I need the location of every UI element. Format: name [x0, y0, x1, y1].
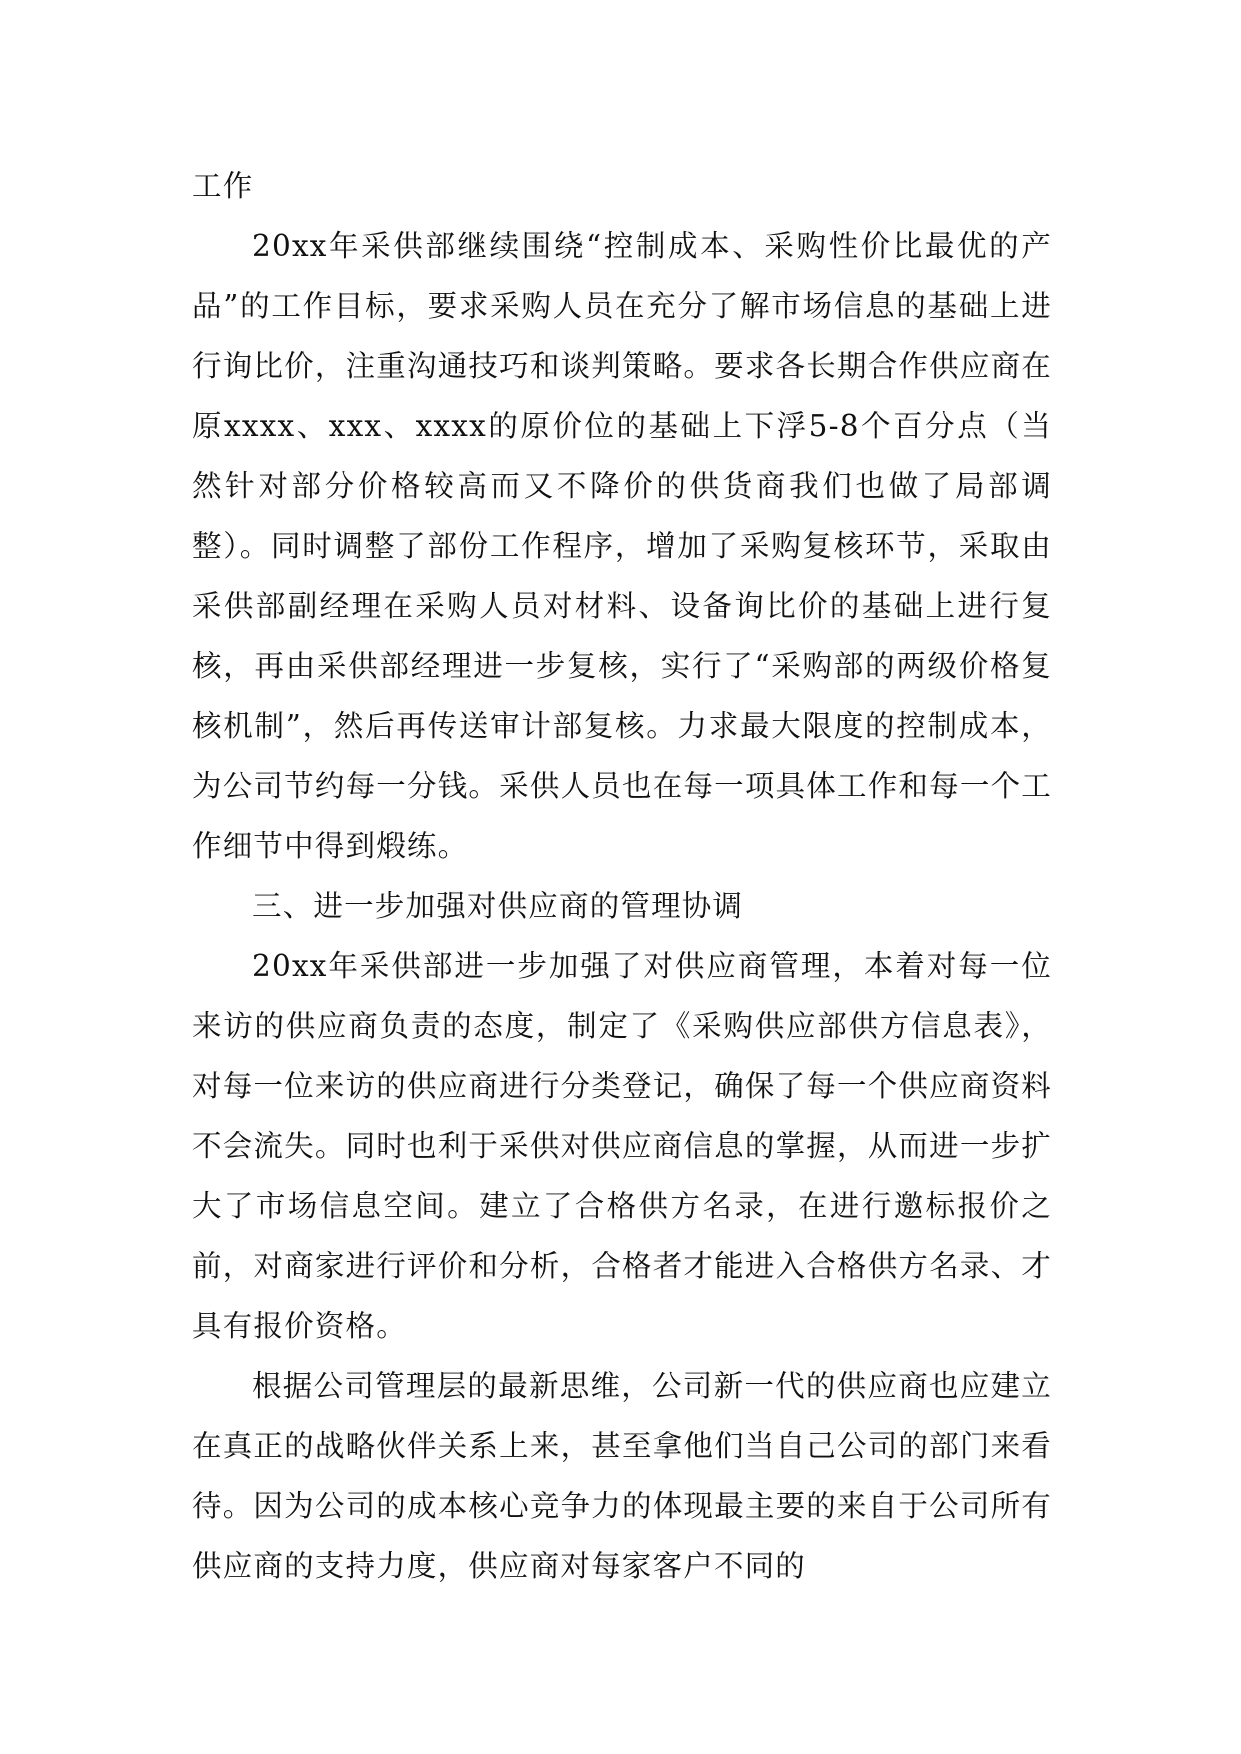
section-heading-supplier-management: 三、进一步加强对供应商的管理协调	[252, 889, 744, 923]
document-body	[192, 156, 1052, 1596]
paragraph-supplier-management: 20xx年采供部进一步加强了对供应商管理，本着对每一位来访的供应商负责的态度，制定了《采购供应部供方信息表》，对每一位来访的供应商进行分类登记，确保了每一个供应商资料不会流失。同时也利于采供对供应商信息的掌握，从而进一步扩大了市场信息空间。建立了合格供方名录，在进行邀标报价之前，对商家进行评价和分析，合格者才能进入合格供方名录、才具有报价资格。	[192, 949, 1052, 1343]
paragraph-strategic-partnership: 根据公司管理层的最新思维，公司新一代的供应商也应建立在真正的战略伙伴关系上来，甚至拿他们当自己公司的部门来看待。因为公司的成本核心竞争力的体现最主要的来自于公司所有供应商的支持力度，供应商对每家客户不同的	[192, 1369, 1052, 1583]
paragraph-cost-control: 20xx年采供部继续围绕“控制成本、采购性价比最优的产品”的工作目标，要求采购人员在充分了解市场信息的基础上进行询比价，注重沟通技巧和谈判策略。要求各长期合作供应商在原xxxx、xxx、xxxx的原价位的基础上下浮5-8个百分点（当然针对部分价格较高而又不降价的供货商我们也做了局部调整）。同时调整了部份工作程序，增加了采购复核环节，采取由采供部副经理在采购人员对材料、设备询比价的基础上进行复核，再由采供部经理进一步复核，实行了“采购部的两级价格复核机制”，然后再传送审计部复核。力求最大限度的控制成本，为公司节约每一分钱。采供人员也在每一项具体工作和每一个工作细节中得到煅练。	[192, 229, 1052, 863]
paragraph-continuation: 工作	[192, 169, 254, 203]
